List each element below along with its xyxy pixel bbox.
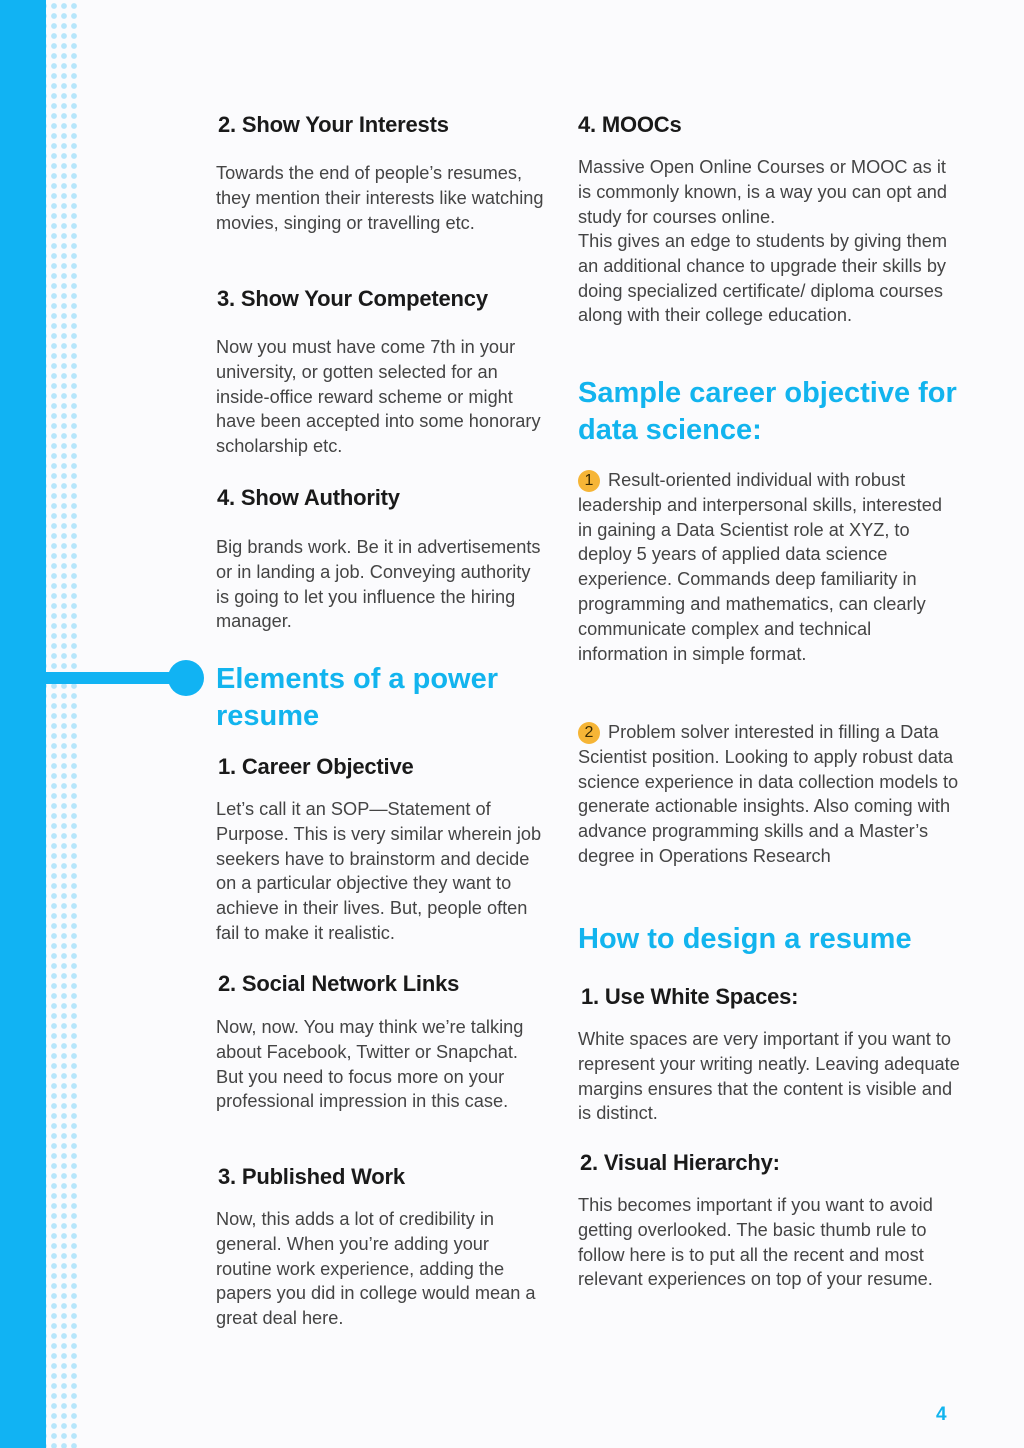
social-links-text: Now, now. You may think we’re talking about Facebook, Twitter or Snapchat. But you need to focus more on your professional impression in this case. <box>216 1017 524 1112</box>
sample-objective-1-text: Result-oriented individual with robust leadership and interpersonal skills, interested in gaining a Data Scientist role at XYZ, to deploy 5 years of applied data science experience. Commands deep familiarity in programming and mathematics, can clearly communicate complex and technical information in simple format. <box>578 470 942 664</box>
number-badge: 2 <box>578 722 600 744</box>
sample-objective-2 <box>578 720 960 869</box>
side-accent-bar <box>0 0 46 1448</box>
competency-text: Now you must have come 7th in your university, or gotten selected for an inside-office reward scheme or might have been accepted into some honorary scholarship etc. <box>216 337 541 457</box>
design-heading: How to design a resume <box>578 923 912 955</box>
number-badge: 1 <box>578 470 600 492</box>
sample-objective-1 <box>578 468 960 666</box>
authority-text: Big brands work. Be it in advertisements or in landing a job. Conveying authority is going to let you influence the hiring manager. <box>216 537 541 632</box>
white-spaces-text: White spaces are very important if you want to represent your writing neatly. Leaving adequate margins ensures that the content is visible and is distinct. <box>578 1029 960 1124</box>
sample-objective-heading: Sample career objective for data science: <box>578 377 957 446</box>
competency-heading: 3. Show Your Competency <box>217 286 488 311</box>
career-objective-text: Let’s call it an SOP—Statement of Purpose. This is very similar wherein job seekers have to brainstorm and decide on a particular objective they want to achieve in their lives. But, people often fail to make it realistic. <box>216 799 542 943</box>
visual-hierarchy-text: This becomes important if you want to avoid getting overlooked. The basic thumb rule to follow here is to put all the recent and most relevant experiences on top of your resume. <box>578 1195 933 1290</box>
interests-text: Towards the end of people’s resumes, they mention their interests like watching movies, singing or travelling etc. <box>216 163 544 233</box>
white-spaces-heading: 1. Use White Spaces: <box>581 984 799 1009</box>
authority-heading: 4. Show Authority <box>217 485 400 510</box>
visual-hierarchy-heading: 2. Visual Hierarchy: <box>580 1150 780 1175</box>
career-objective-heading: 1. Career Objective <box>218 754 414 779</box>
sample-objective-2-text: Problem solver interested in filling a Data Scientist position. Looking to apply robust data science experience in data collection models to generate actionable insights. Also coming with advance programming skills and a Master’s degree in Operations Research <box>578 722 959 866</box>
moocs-text-2: This gives an edge to students by giving them an additional chance to upgrade their skills by doing specialized certificate/ diploma courses along with their college education. <box>578 231 948 326</box>
moocs-heading: 4. MOOCs <box>578 112 682 137</box>
social-links-heading: 2. Social Network Links <box>218 971 460 996</box>
section-connector-line <box>0 672 190 684</box>
page-number: 4 <box>936 1404 947 1425</box>
published-work-heading: 3. Published Work <box>218 1164 405 1189</box>
dot-pattern-strip <box>46 0 80 1448</box>
elements-heading: Elements of a power resume <box>216 663 499 732</box>
section-connector-dot <box>168 660 204 696</box>
interests-heading: 2. Show Your Interests <box>218 112 449 137</box>
published-work-text: Now, this adds a lot of credibility in general. When you’re adding your routine work experience, adding the papers you did in college would mean a great deal here. <box>216 1209 536 1329</box>
moocs-text: Massive Open Online Courses or MOOC as it is commonly known, is a way you can opt and study for courses online. <box>578 157 947 227</box>
